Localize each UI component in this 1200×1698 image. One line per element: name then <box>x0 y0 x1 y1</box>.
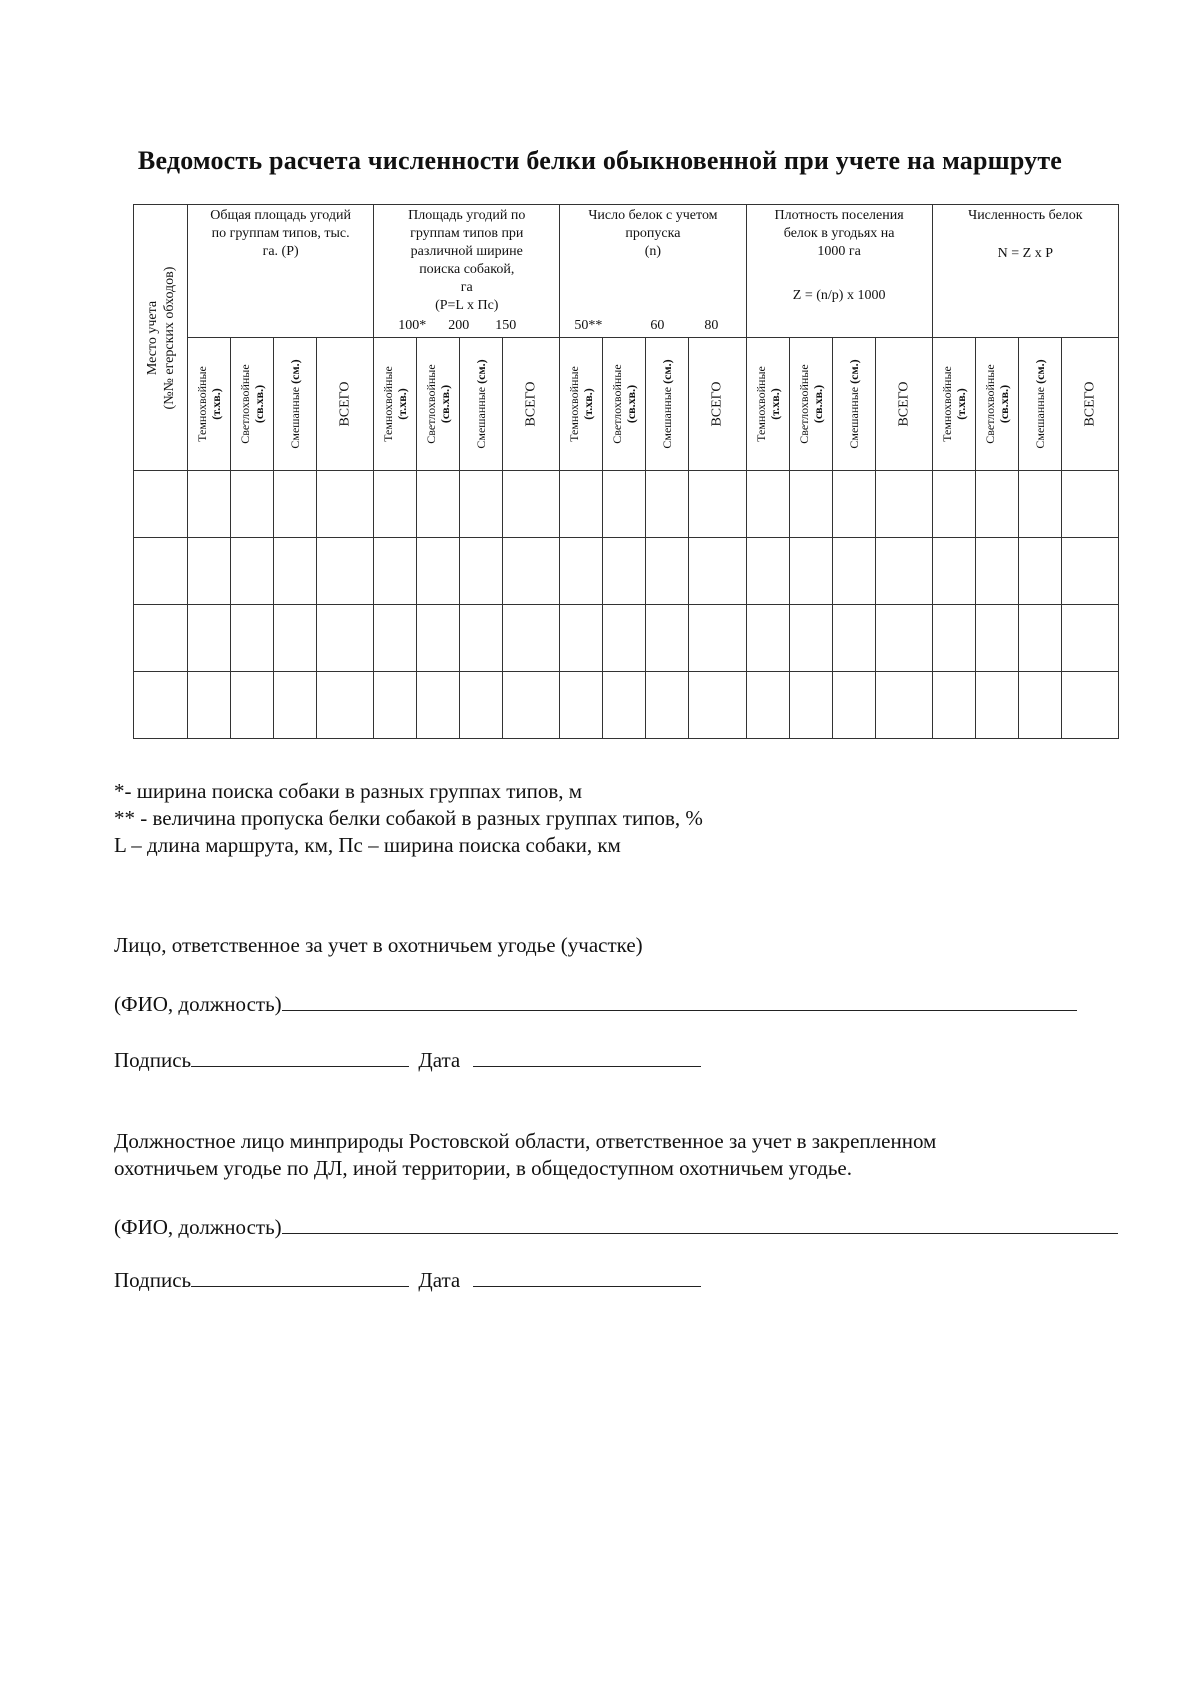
table-cell[interactable] <box>689 471 746 538</box>
date-label: Дата <box>418 1268 461 1292</box>
table-cell[interactable] <box>134 605 188 672</box>
official-line: Должностное лицо минприроды Ростовской области, ответственное за учет в закрепленном <box>114 1129 937 1153</box>
footnotes <box>114 778 703 859</box>
search-width-value: 200 <box>448 318 470 333</box>
sub-header-label: Светлохвойные <box>796 364 811 444</box>
table-cell[interactable] <box>832 672 875 739</box>
table-cell[interactable] <box>503 605 560 672</box>
table-cell[interactable] <box>417 538 460 605</box>
table-cell[interactable] <box>975 471 1018 538</box>
page-title: Ведомость расчета численности белки обыкновенной при учете на маршруте <box>137 146 1063 175</box>
table-cell[interactable] <box>789 672 832 739</box>
table-cell[interactable] <box>932 605 975 672</box>
table-cell[interactable] <box>134 471 188 538</box>
group-header-line: га. (Р) <box>262 244 299 259</box>
sub-header-label: Светлохвойные <box>982 364 997 444</box>
sub-header-label: Смешанные <box>846 386 861 449</box>
sub-header-label: Темнохвойные <box>567 366 582 442</box>
sub-header-total <box>1061 338 1118 471</box>
group-header-line: Общая площадь угодий <box>210 208 351 223</box>
group-header-line: (n) <box>644 244 662 259</box>
table-cell[interactable] <box>188 471 231 538</box>
table-cell[interactable] <box>1061 471 1118 538</box>
sub-header-mixed <box>274 338 317 471</box>
sub-header-light-conifer <box>231 338 274 471</box>
sub-header-abbr: (см.) <box>660 359 675 384</box>
footnote: L – длина маршрута, км, Пс – ширина поиска собаки, км <box>114 833 621 857</box>
sub-header-abbr: (св.хв.) <box>624 384 639 424</box>
table-cell[interactable] <box>317 538 374 605</box>
group-header-line: Площадь угодий по <box>408 208 526 223</box>
table-row <box>134 605 1119 672</box>
table-cell[interactable] <box>460 672 503 739</box>
table-cell[interactable] <box>932 672 975 739</box>
table-cell[interactable] <box>417 605 460 672</box>
group-header-total-area <box>188 205 374 338</box>
table-cell[interactable] <box>188 538 231 605</box>
table-cell[interactable] <box>875 672 932 739</box>
table-cell[interactable] <box>646 538 689 605</box>
table-row <box>134 538 1119 605</box>
group-header-search-area <box>374 205 560 338</box>
footnote: ** - величина пропуска белки собакой в разных группах типов, % <box>114 806 703 830</box>
table-cell[interactable] <box>231 538 274 605</box>
sub-header-abbr: (т.хв.) <box>767 388 782 420</box>
sub-header-label: Темнохвойные <box>753 366 768 442</box>
fio-label: (ФИО, должность) <box>114 1215 282 1239</box>
table-cell[interactable] <box>1061 605 1118 672</box>
table-cell[interactable] <box>789 605 832 672</box>
sign-label: Подпись <box>114 1048 192 1072</box>
sub-header-label: Смешанные <box>474 386 489 449</box>
table-cell[interactable] <box>560 605 603 672</box>
fio-line-2 <box>114 1211 1118 1241</box>
miss-rate-value: 50** <box>574 318 603 333</box>
table-cell[interactable] <box>503 672 560 739</box>
table-cell[interactable] <box>832 471 875 538</box>
table-cell[interactable] <box>274 672 317 739</box>
group-header-line: Численность белок <box>968 208 1083 223</box>
sign-label: Подпись <box>114 1268 192 1292</box>
sub-header-label: ВСЕГО <box>523 381 539 427</box>
table-cell[interactable] <box>188 605 231 672</box>
date-input-2[interactable] <box>473 1264 701 1287</box>
sub-header-dark-conifer <box>188 338 231 471</box>
sub-header-light-conifer <box>975 338 1018 471</box>
table-cell[interactable] <box>231 672 274 739</box>
table-cell[interactable] <box>274 471 317 538</box>
table-cell[interactable] <box>1018 672 1061 739</box>
group-header-line: пропуска <box>625 226 681 241</box>
sub-header-label: ВСЕГО <box>896 381 912 427</box>
sub-header-abbr: (см.) <box>846 359 861 384</box>
table-cell[interactable] <box>789 471 832 538</box>
sub-header-light-conifer <box>789 338 832 471</box>
table-cell[interactable] <box>503 538 560 605</box>
group-header-line: Число белок с учетом <box>588 208 718 223</box>
place-header-line: (№№ егерских обходов) <box>161 266 177 409</box>
table-cell[interactable] <box>875 538 932 605</box>
sub-header-light-conifer <box>603 338 646 471</box>
sub-header-abbr: (см.) <box>1032 359 1047 384</box>
sub-header-dark-conifer <box>932 338 975 471</box>
sub-header-total <box>689 338 746 471</box>
sign-line-2 <box>114 1264 701 1294</box>
sub-header-abbr: (т.хв.) <box>953 388 968 420</box>
table-cell[interactable] <box>875 471 932 538</box>
sub-header-label: Смешанные <box>288 386 303 449</box>
table-cell[interactable] <box>503 471 560 538</box>
sub-header-abbr: (см.) <box>288 359 303 384</box>
fio-input-2[interactable] <box>282 1211 1118 1234</box>
miss-rate-value: 60 <box>650 318 665 333</box>
table-cell[interactable] <box>832 605 875 672</box>
group-header-line: группам типов при <box>410 226 524 241</box>
fio-line-1 <box>114 988 1077 1018</box>
group-header-population <box>932 205 1118 338</box>
sub-header-label: Светлохвойные <box>610 364 625 444</box>
sub-header-abbr: (св.хв.) <box>252 384 267 424</box>
sub-header-total <box>875 338 932 471</box>
table-cell[interactable] <box>646 471 689 538</box>
official-text <box>114 1128 936 1182</box>
table-cell[interactable] <box>274 605 317 672</box>
table-cell[interactable] <box>975 672 1018 739</box>
sub-header-row <box>134 338 1119 471</box>
sub-header-label: Смешанные <box>1032 386 1047 449</box>
place-header-line: Место учета <box>144 300 160 375</box>
table-cell[interactable] <box>832 538 875 605</box>
population-formula: N = Z x P <box>997 246 1054 261</box>
table-cell[interactable] <box>1018 605 1061 672</box>
table-cell[interactable] <box>560 538 603 605</box>
table-cell[interactable] <box>231 471 274 538</box>
table-cell[interactable] <box>746 538 789 605</box>
group-header-line: (Р=L х Пс) <box>435 298 499 313</box>
table-cell[interactable] <box>975 538 1018 605</box>
date-input-1[interactable] <box>473 1044 701 1067</box>
density-formula: Z = (n/p) х 1000 <box>792 288 886 303</box>
table-cell[interactable] <box>134 672 188 739</box>
sub-header-dark-conifer <box>374 338 417 471</box>
fio-label: (ФИО, должность) <box>114 992 282 1016</box>
responsible-person-label: Лицо, ответственное за учет в охотничьем угодье (участке) <box>114 933 643 957</box>
group-header-line: белок в угодьях на <box>783 226 895 241</box>
sub-header-total <box>503 338 560 471</box>
sub-header-dark-conifer <box>560 338 603 471</box>
sub-header-abbr: (св.хв.) <box>996 384 1011 424</box>
table-cell[interactable] <box>975 605 1018 672</box>
table-cell[interactable] <box>317 605 374 672</box>
table-cell[interactable] <box>646 605 689 672</box>
search-width-value: 100* <box>398 318 427 333</box>
table-cell[interactable] <box>603 471 646 538</box>
table-cell[interactable] <box>317 471 374 538</box>
sub-header-light-conifer <box>417 338 460 471</box>
table-cell[interactable] <box>374 471 417 538</box>
group-header-density <box>746 205 932 338</box>
sub-header-abbr: (т.хв.) <box>581 388 596 420</box>
sub-header-mixed <box>1018 338 1061 471</box>
table-cell[interactable] <box>932 538 975 605</box>
group-header-line: Плотность поселения <box>774 208 904 223</box>
table-cell[interactable] <box>460 471 503 538</box>
sub-header-abbr: (св.хв.) <box>810 384 825 424</box>
table-cell[interactable] <box>746 672 789 739</box>
table-cell[interactable] <box>646 672 689 739</box>
sub-header-label: ВСЕГО <box>1082 381 1098 427</box>
sub-header-label: Темнохвойные <box>939 366 954 442</box>
sign-line-1 <box>114 1044 701 1074</box>
sub-header-mixed <box>646 338 689 471</box>
sub-header-mixed <box>460 338 503 471</box>
sub-header-abbr: (т.хв.) <box>209 388 224 420</box>
group-header-line: различной ширине <box>410 244 523 259</box>
table-cell[interactable] <box>875 605 932 672</box>
table-cell[interactable] <box>460 605 503 672</box>
table-cell[interactable] <box>374 605 417 672</box>
search-width-value: 150 <box>495 318 517 333</box>
table-cell[interactable] <box>231 605 274 672</box>
table-cell[interactable] <box>603 672 646 739</box>
table-cell[interactable] <box>317 672 374 739</box>
sub-header-label: ВСЕГО <box>337 381 353 427</box>
sub-header-mixed <box>832 338 875 471</box>
sign-input-1[interactable] <box>191 1044 409 1067</box>
table-row <box>134 471 1119 538</box>
table-cell[interactable] <box>274 538 317 605</box>
table-cell[interactable] <box>746 605 789 672</box>
table-cell[interactable] <box>417 672 460 739</box>
sub-header-abbr: (св.хв.) <box>438 384 453 424</box>
table-cell[interactable] <box>603 605 646 672</box>
sub-header-label: Темнохвойные <box>195 366 210 442</box>
table-cell[interactable] <box>603 538 646 605</box>
sub-header-abbr: (см.) <box>474 359 489 384</box>
table-cell[interactable] <box>1018 471 1061 538</box>
table-row <box>134 672 1119 739</box>
miss-rate-value: 80 <box>704 318 719 333</box>
sub-header-label: Светлохвойные <box>424 364 439 444</box>
table-cell[interactable] <box>689 672 746 739</box>
table-cell[interactable] <box>1018 538 1061 605</box>
table-cell[interactable] <box>374 538 417 605</box>
group-header-line: по группам типов, тыс. <box>211 226 350 241</box>
table-cell[interactable] <box>1061 672 1118 739</box>
date-label: Дата <box>418 1048 461 1072</box>
table-cell[interactable] <box>746 471 789 538</box>
fio-input-1[interactable] <box>282 988 1077 1011</box>
table-cell[interactable] <box>134 538 188 605</box>
official-line: охотничьем угодье по ДЛ, иной территории, в общедоступном охотничьем угодье. <box>114 1156 852 1180</box>
table-cell[interactable] <box>1061 538 1118 605</box>
sign-input-2[interactable] <box>191 1264 409 1287</box>
table-cell[interactable] <box>560 471 603 538</box>
table-cell[interactable] <box>689 538 746 605</box>
table-cell[interactable] <box>689 605 746 672</box>
group-header-count <box>560 205 746 338</box>
sub-header-abbr: (т.хв.) <box>395 388 410 420</box>
group-header-line: 1000 га <box>817 244 861 259</box>
sub-header-label: Темнохвойные <box>381 366 396 442</box>
calculation-table <box>133 204 1119 739</box>
table-cell[interactable] <box>188 672 231 739</box>
table-cell[interactable] <box>560 672 603 739</box>
sub-header-label: Смешанные <box>660 386 675 449</box>
footnote: *- ширина поиска собаки в разных группах типов, м <box>114 779 583 803</box>
table-cell[interactable] <box>417 471 460 538</box>
sub-header-total <box>317 338 374 471</box>
sub-header-dark-conifer <box>746 338 789 471</box>
table-cell[interactable] <box>932 471 975 538</box>
table-cell[interactable] <box>374 672 417 739</box>
group-header-line: га <box>460 280 473 295</box>
sub-header-label: Светлохвойные <box>238 364 253 444</box>
table-cell[interactable] <box>789 538 832 605</box>
place-header <box>134 205 188 471</box>
table-cell[interactable] <box>460 538 503 605</box>
group-header-line: поиска собакой, <box>419 262 515 277</box>
sub-header-label: ВСЕГО <box>709 381 725 427</box>
